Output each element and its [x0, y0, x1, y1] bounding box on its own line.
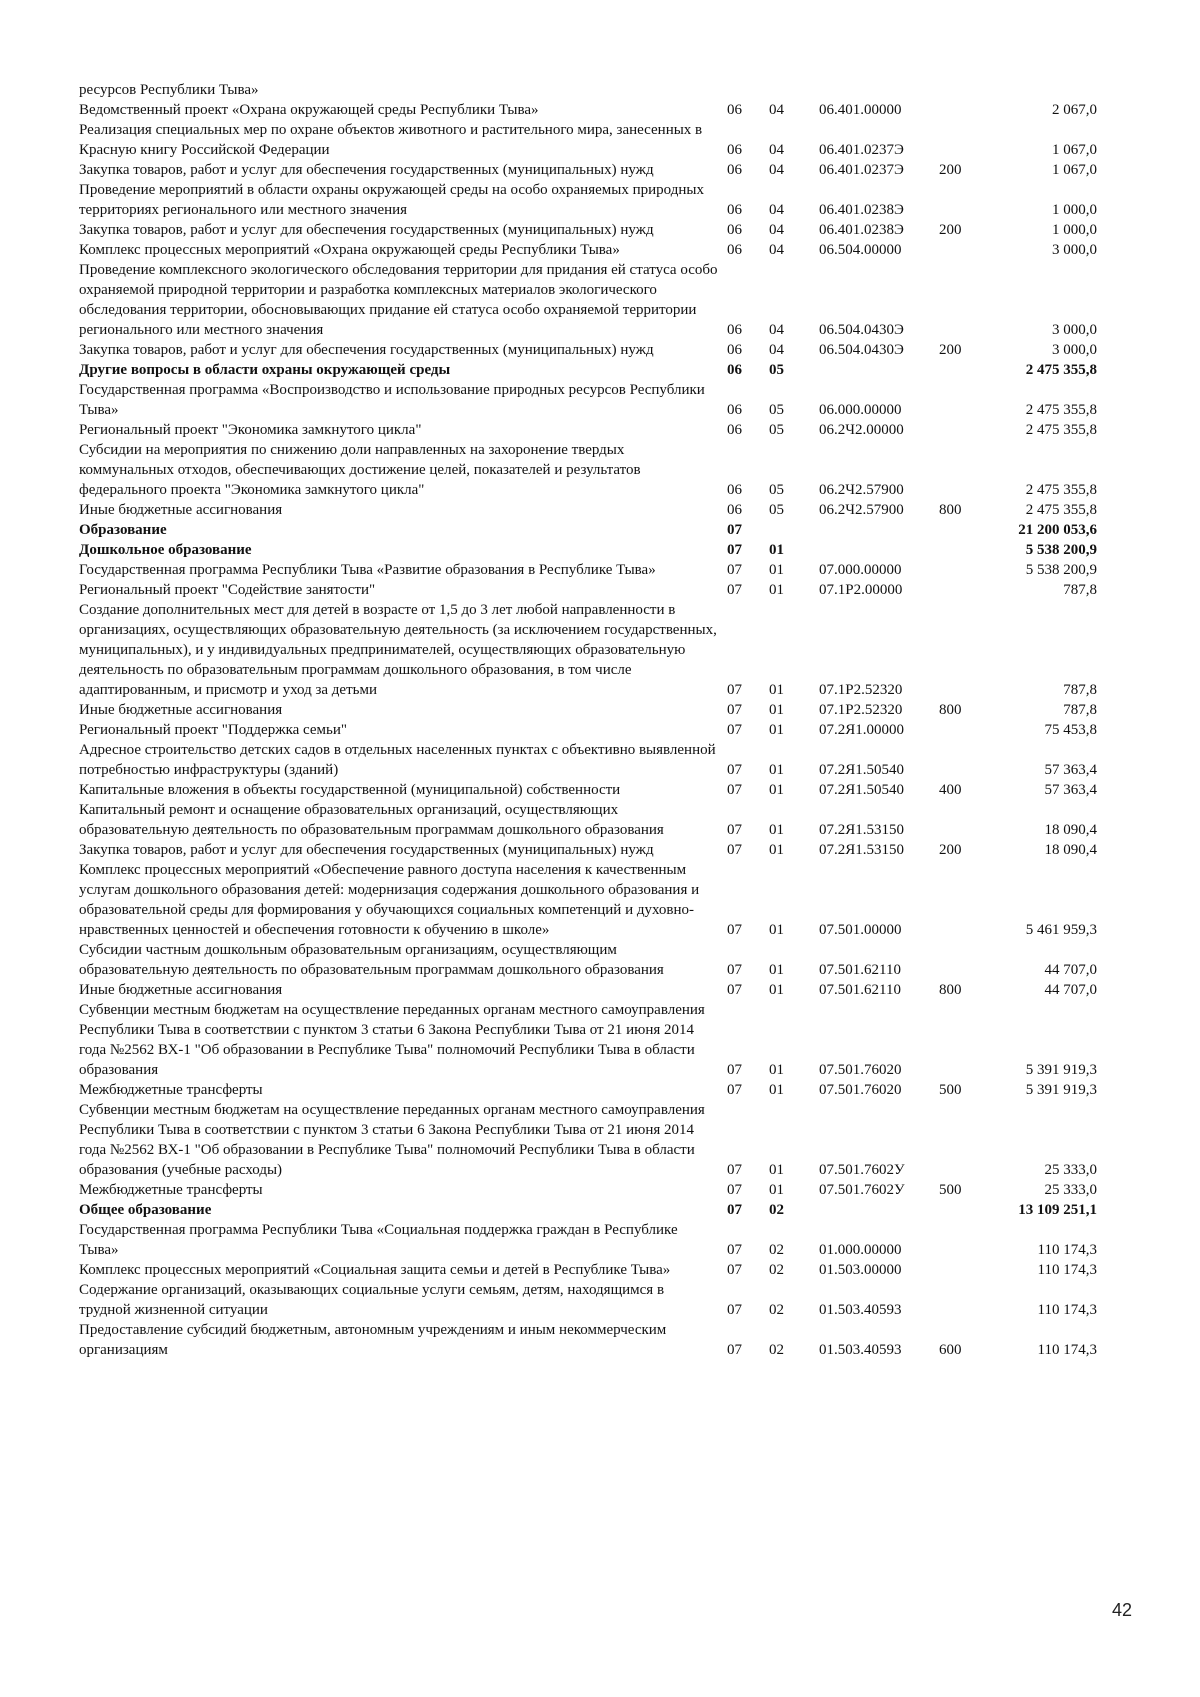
row-name: Капитальный ремонт и оснащение образовательных организаций, осуществляющих образовательную деятельность по образовательным программам дошкольного образования	[79, 802, 664, 838]
row-name: Иные бюджетные ассигнования	[79, 702, 283, 718]
target-article-code: 01.503.40593	[819, 1302, 902, 1318]
target-article-code: 06.504.0430Э	[819, 342, 904, 358]
amount: 13 109 251,1	[1018, 1202, 1097, 1218]
subsection-code: 01	[769, 1162, 784, 1178]
target-article-code: 07.1P2.52320	[819, 702, 903, 718]
table-row	[79, 500, 1139, 520]
amount: 1 067,0	[1052, 162, 1097, 178]
expense-type-code: 500	[939, 1182, 962, 1198]
section-code: 07	[727, 1342, 742, 1358]
section-code: 07	[727, 842, 742, 858]
amount: 57 363,4	[1044, 762, 1097, 778]
amount: 44 707,0	[1044, 982, 1097, 998]
subsection-code: 04	[769, 322, 784, 338]
table-row	[79, 1280, 1139, 1320]
row-name: Другие вопросы в области охраны окружающей среды	[79, 362, 451, 378]
section-code: 07	[727, 722, 742, 738]
expense-type-code: 800	[939, 702, 962, 718]
amount: 5 538 200,9	[1025, 542, 1097, 558]
target-article-code: 07.501.76020	[819, 1062, 902, 1078]
section-code: 07	[727, 1202, 742, 1218]
section-code: 07	[727, 1262, 742, 1278]
table-row	[79, 80, 1139, 100]
target-article-code: 06.504.0430Э	[819, 322, 904, 338]
subsection-code: 01	[769, 1062, 784, 1078]
section-code: 07	[727, 1162, 742, 1178]
subsection-code: 01	[769, 562, 784, 578]
table-row	[79, 380, 1139, 420]
amount: 5 391 919,3	[1025, 1082, 1097, 1098]
amount: 110 174,3	[1037, 1342, 1097, 1358]
row-name: Межбюджетные трансферты	[79, 1082, 263, 1098]
target-article-code: 06.2Ч2.57900	[819, 502, 904, 518]
expense-type-code: 200	[939, 342, 962, 358]
amount: 44 707,0	[1044, 962, 1097, 978]
table-row	[79, 520, 1139, 540]
subsection-code: 05	[769, 502, 784, 518]
expense-type-code: 800	[939, 982, 962, 998]
subsection-code: 04	[769, 202, 784, 218]
amount: 3 000,0	[1052, 322, 1097, 338]
target-article-code: 07.501.62110	[819, 982, 901, 998]
section-code: 06	[727, 142, 742, 158]
subsection-code: 01	[769, 1082, 784, 1098]
target-article-code: 07.501.7602У	[819, 1182, 905, 1198]
subsection-code: 01	[769, 922, 784, 938]
section-code: 06	[727, 242, 742, 258]
row-name: Капитальные вложения в объекты государственной (муниципальной) собственности	[79, 782, 621, 798]
row-name: Проведение мероприятий в области охраны окружающей среды на особо охраняемых природных территориях регионального или местного значения	[79, 182, 704, 218]
target-article-code: 06.2Ч2.57900	[819, 482, 904, 498]
amount: 787,8	[1063, 682, 1097, 698]
subsection-code: 01	[769, 842, 784, 858]
subsection-code: 04	[769, 142, 784, 158]
table-row	[79, 440, 1139, 500]
target-article-code: 07.2Я1.53150	[819, 842, 905, 858]
row-name: Региональный проект "Поддержка семьи"	[79, 722, 348, 738]
amount: 110 174,3	[1037, 1242, 1097, 1258]
expense-type-code: 200	[939, 162, 962, 178]
table-row	[79, 340, 1139, 360]
amount: 25 333,0	[1044, 1162, 1097, 1178]
amount: 110 174,3	[1037, 1302, 1097, 1318]
table-row	[79, 940, 1139, 980]
subsection-code: 02	[769, 1302, 784, 1318]
section-code: 07	[727, 1182, 742, 1198]
target-article-code: 07.1P2.00000	[819, 582, 903, 598]
row-name: Субвенции местным бюджетам на осуществление переданных органам местного самоуправления Республики Тыва в соответствии с пунктом 3 статьи 6 Закона Республики Тыва от 21 июня 2014 года №2562 ВХ-1 "Об образовании в Республике Тыва" полномочий Республики Тыва в области образования	[79, 1002, 705, 1078]
table-row	[79, 1220, 1139, 1260]
table-row	[79, 980, 1139, 1000]
subsection-code: 01	[769, 982, 784, 998]
section-code: 06	[727, 102, 742, 118]
section-code: 06	[727, 482, 742, 498]
table-row	[79, 860, 1139, 940]
row-name: Государственная программа Республики Тыва «Социальная поддержка граждан в Республике Тыва»	[79, 1222, 678, 1258]
expense-type-code: 200	[939, 222, 962, 238]
section-code: 07	[727, 562, 742, 578]
row-name: Комплекс процессных мероприятий «Социальная защита семьи и детей в Республике Тыва»	[79, 1262, 671, 1278]
target-article-code: 07.2Я1.50540	[819, 782, 905, 798]
table-row	[79, 260, 1139, 340]
row-name: Субсидии частным дошкольным образовательным организациям, осуществляющим образовательную деятельность по образовательным программам дошкольного образования	[79, 942, 664, 978]
target-article-code: 07.501.00000	[819, 922, 902, 938]
row-name: Адресное строительство детских садов в отдельных населенных пунктах с объективно выявленной потребностью инфраструктуры (зданий)	[79, 742, 716, 778]
target-article-code: 07.501.76020	[819, 1082, 902, 1098]
amount: 18 090,4	[1044, 842, 1097, 858]
amount: 18 090,4	[1044, 822, 1097, 838]
row-name: Закупка товаров, работ и услуг для обеспечения государственных (муниципальных) нужд	[79, 842, 654, 858]
table-row	[79, 120, 1139, 160]
table-row	[79, 1100, 1139, 1180]
expense-type-code: 400	[939, 782, 962, 798]
subsection-code: 04	[769, 102, 784, 118]
amount: 1 000,0	[1052, 222, 1097, 238]
section-code: 06	[727, 422, 742, 438]
row-name: Государственная программа Республики Тыва «Развитие образования в Республике Тыва»	[79, 562, 656, 578]
target-article-code: 07.501.62110	[819, 962, 901, 978]
amount: 110 174,3	[1037, 1262, 1097, 1278]
amount: 2 475 355,8	[1025, 362, 1097, 378]
target-article-code: 01.503.40593	[819, 1342, 902, 1358]
row-name: Ведомственный проект «Охрана окружающей среды Республики Тыва»	[79, 102, 539, 118]
section-code: 07	[727, 1302, 742, 1318]
table-row	[79, 360, 1139, 380]
amount: 5 391 919,3	[1025, 1062, 1097, 1078]
section-code: 06	[727, 362, 742, 378]
target-article-code: 06.504.00000	[819, 242, 902, 258]
amount: 21 200 053,6	[1018, 522, 1097, 538]
row-name: Образование	[79, 522, 167, 538]
row-name: Региональный проект "Содействие занятости"	[79, 582, 376, 598]
table-row	[79, 540, 1139, 560]
target-article-code: 06.401.0237Э	[819, 162, 904, 178]
section-code: 07	[727, 922, 742, 938]
section-code: 07	[727, 762, 742, 778]
row-name: Комплекс процессных мероприятий «Обеспечение равного доступа населения к качественным услугам дошкольного образования детей: модернизация содержания дошкольного образования и образовательной среды для формирования у обучающихся социальных компетенций и духовно-нравственных ценностей и обеспечения готовности к обучению в школе»	[79, 862, 700, 938]
row-name: Субвенции местным бюджетам на осуществление переданных органам местного самоуправления Республики Тыва в соответствии с пунктом 3 статьи 6 Закона Республики Тыва от 21 июня 2014 года №2562 ВХ-1 "Об образовании в Республике Тыва" полномочий Республики Тыва в области образования (учебные расходы)	[79, 1102, 705, 1178]
row-name: Иные бюджетные ассигнования	[79, 502, 283, 518]
subsection-code: 01	[769, 822, 784, 838]
table-row	[79, 700, 1139, 720]
section-code: 07	[727, 682, 742, 698]
table-row	[79, 220, 1139, 240]
table-row	[79, 1320, 1139, 1360]
target-article-code: 07.2Я1.00000	[819, 722, 905, 738]
row-name: Закупка товаров, работ и услуг для обеспечения государственных (муниципальных) нужд	[79, 162, 654, 178]
table-row	[79, 1000, 1139, 1080]
row-name: Иные бюджетные ассигнования	[79, 982, 283, 998]
expense-type-code: 800	[939, 502, 962, 518]
table-row	[79, 240, 1139, 260]
amount: 5 461 959,3	[1025, 922, 1097, 938]
section-code: 06	[727, 502, 742, 518]
subsection-code: 01	[769, 542, 784, 558]
table-row	[79, 840, 1139, 860]
row-name: Содержание организаций, оказывающих социальные услуги семьям, детям, находящимся в трудной жизненной ситуации	[79, 1282, 665, 1318]
subsection-code: 02	[769, 1262, 784, 1278]
subsection-code: 04	[769, 242, 784, 258]
target-article-code: 06.401.0238Э	[819, 222, 904, 238]
amount: 1 000,0	[1052, 202, 1097, 218]
target-article-code: 06.401.00000	[819, 102, 902, 118]
target-article-code: 06.401.0237Э	[819, 142, 904, 158]
amount: 2 475 355,8	[1025, 482, 1097, 498]
row-name: Создание дополнительных мест для детей в возрасте от 1,5 до 3 лет любой направленности в организациях, осуществляющих образовательную деятельность (за исключением государственных, муниципальных), и у индивидуальных предпринимателей, осуществляющих образовательную деятельность по образовательным программам дошкольного образования, в том числе адаптированным, и присмотр и уход за детьми	[79, 602, 717, 698]
row-name: Комплекс процессных мероприятий «Охрана окружающей среды Республики Тыва»	[79, 242, 620, 258]
row-name: Региональный проект "Экономика замкнутого цикла"	[79, 422, 422, 438]
target-article-code: 06.000.00000	[819, 402, 902, 418]
table-row	[79, 720, 1139, 740]
expense-type-code: 200	[939, 842, 962, 858]
table-row	[79, 100, 1139, 120]
table-row	[79, 160, 1139, 180]
target-article-code: 07.2Я1.50540	[819, 762, 905, 778]
section-code: 06	[727, 202, 742, 218]
table-row	[79, 560, 1139, 580]
amount: 25 333,0	[1044, 1182, 1097, 1198]
section-code: 07	[727, 522, 742, 538]
table-row	[79, 740, 1139, 780]
subsection-code: 04	[769, 222, 784, 238]
table-row	[79, 800, 1139, 840]
subsection-code: 01	[769, 722, 784, 738]
budget-table	[79, 80, 1139, 1360]
subsection-code: 01	[769, 1182, 784, 1198]
amount: 75 453,8	[1044, 722, 1097, 738]
table-row	[79, 1080, 1139, 1100]
target-article-code: 01.000.00000	[819, 1242, 902, 1258]
amount: 1 067,0	[1052, 142, 1097, 158]
subsection-code: 01	[769, 762, 784, 778]
section-code: 07	[727, 1242, 742, 1258]
target-article-code: 07.000.00000	[819, 562, 902, 578]
table-row	[79, 1180, 1139, 1200]
section-code: 06	[727, 402, 742, 418]
table-row	[79, 580, 1139, 600]
section-code: 07	[727, 982, 742, 998]
subsection-code: 01	[769, 782, 784, 798]
row-name: Дошкольное образование	[79, 542, 252, 558]
amount: 787,8	[1063, 702, 1097, 718]
section-code: 07	[727, 542, 742, 558]
row-name: Субсидии на мероприятия по снижению доли направленных на захоронение твердых коммунальных отходов, обеспечивающих достижение целей, показателей и результатов федерального проекта "Экономика замкнутого цикла"	[79, 442, 641, 498]
amount: 2 475 355,8	[1025, 402, 1097, 418]
subsection-code: 05	[769, 402, 784, 418]
amount: 2 475 355,8	[1025, 502, 1097, 518]
table-row	[79, 1260, 1139, 1280]
subsection-code: 01	[769, 582, 784, 598]
subsection-code: 04	[769, 342, 784, 358]
subsection-code: 05	[769, 422, 784, 438]
subsection-code: 02	[769, 1342, 784, 1358]
section-code: 06	[727, 162, 742, 178]
page-number: 42	[1111, 1600, 1132, 1620]
expense-type-code: 600	[939, 1342, 962, 1358]
amount: 3 000,0	[1052, 242, 1097, 258]
section-code: 07	[727, 822, 742, 838]
expense-type-code: 500	[939, 1082, 962, 1098]
section-code: 06	[727, 222, 742, 238]
row-name: Межбюджетные трансферты	[79, 1182, 263, 1198]
subsection-code: 05	[769, 362, 784, 378]
table-row	[79, 600, 1139, 700]
row-name: Проведение комплексного экологического обследования территории для придания ей статуса особо охраняемой природной территории и разработка комплексных материалов экологического обследования территории, обосновывающих придание ей статуса особо охраняемой территории регионального или местного значения	[79, 262, 718, 338]
amount: 57 363,4	[1044, 782, 1097, 798]
row-name: Общее образование	[79, 1202, 212, 1218]
subsection-code: 02	[769, 1242, 784, 1258]
amount: 2 067,0	[1052, 102, 1097, 118]
table-row	[79, 180, 1139, 220]
row-name: Государственная программа «Воспроизводство и использование природных ресурсов Республики Тыва»	[79, 382, 705, 418]
row-name: ресурсов Республики Тыва»	[79, 82, 259, 98]
subsection-code: 01	[769, 962, 784, 978]
subsection-code: 02	[769, 1202, 784, 1218]
row-name: Предоставление субсидий бюджетным, автономным учреждениям и иным некоммерческим организациям	[79, 1322, 667, 1358]
row-name: Закупка товаров, работ и услуг для обеспечения государственных (муниципальных) нужд	[79, 342, 654, 358]
amount: 2 475 355,8	[1025, 422, 1097, 438]
section-code: 07	[727, 962, 742, 978]
target-article-code: 07.2Я1.53150	[819, 822, 905, 838]
section-code: 06	[727, 342, 742, 358]
amount: 5 538 200,9	[1025, 562, 1097, 578]
target-article-code: 07.501.7602У	[819, 1162, 905, 1178]
subsection-code: 01	[769, 682, 784, 698]
row-name: Реализация специальных мер по охране объектов животного и растительного мира, занесенных в Красную книгу Российской Федерации	[79, 122, 703, 158]
target-article-code: 06.401.0238Э	[819, 202, 904, 218]
table-row	[79, 420, 1139, 440]
amount: 787,8	[1063, 582, 1097, 598]
subsection-code: 04	[769, 162, 784, 178]
section-code: 07	[727, 782, 742, 798]
table-row	[79, 1200, 1139, 1220]
target-article-code: 06.2Ч2.00000	[819, 422, 904, 438]
subsection-code: 05	[769, 482, 784, 498]
section-code: 06	[727, 322, 742, 338]
section-code: 07	[727, 1062, 742, 1078]
section-code: 07	[727, 702, 742, 718]
target-article-code: 01.503.00000	[819, 1262, 902, 1278]
table-row	[79, 780, 1139, 800]
amount: 3 000,0	[1052, 342, 1097, 358]
subsection-code: 01	[769, 702, 784, 718]
section-code: 07	[727, 582, 742, 598]
row-name: Закупка товаров, работ и услуг для обеспечения государственных (муниципальных) нужд	[79, 222, 654, 238]
section-code: 07	[727, 1082, 742, 1098]
target-article-code: 07.1P2.52320	[819, 682, 903, 698]
